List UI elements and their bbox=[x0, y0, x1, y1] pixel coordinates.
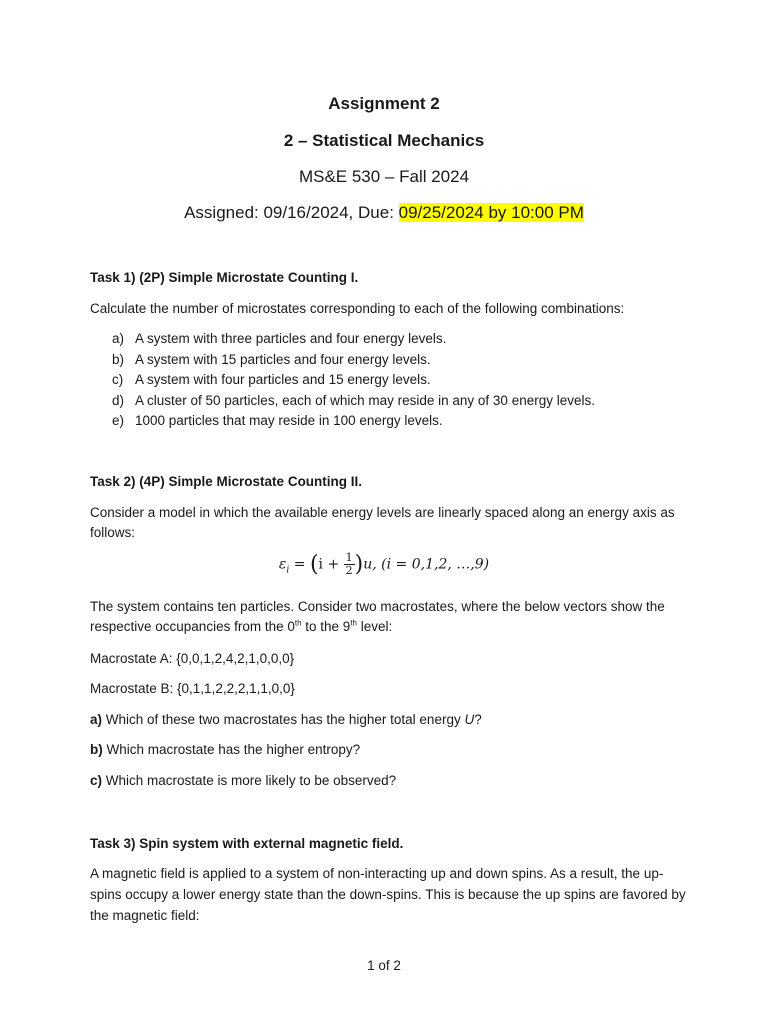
task2-intro: Consider a model in which the available energy levels are linearly spaced along an energy axis as follows: bbox=[90, 505, 675, 540]
task1-list bbox=[112, 329, 595, 432]
task3-paragraph: A magnetic field is applied to a system of non-interacting up and down spins. As a result, the up-spins occupy a lower energy state than the down-spins. This is because the up spins are favored by the magnetic field: bbox=[90, 866, 686, 923]
task3-title: Task 3) Spin system with external magnetic field. bbox=[90, 836, 404, 851]
macrostate-b: Macrostate B: {0,1,1,2,2,2,1,1,0,0} bbox=[90, 681, 295, 696]
task2-title: Task 2) (4P) Simple Microstate Counting II. bbox=[90, 474, 363, 489]
task1-title: Task 1) (2P) Simple Microstate Counting I. bbox=[90, 270, 359, 285]
assignment-subtitle: 2 – Statistical Mechanics bbox=[283, 131, 485, 150]
assigned-date: Assigned: 09/16/2024, Due: bbox=[184, 203, 399, 222]
list-item: a) A system with three particles and four energy levels. bbox=[112, 331, 447, 346]
question-c: c) Which macrostate is more likely to be observed? bbox=[90, 773, 397, 788]
task2-occupancy-text: The system contains ten particles. Consider two macrostates, where the below vectors show the respective occupancies from the 0th to the 9th level: bbox=[90, 599, 665, 634]
macrostate-a: Macrostate A: {0,0,1,2,4,2,1,0,0,0} bbox=[90, 651, 295, 666]
list-item: e) 1000 particles that may reside in 100 energy levels. bbox=[112, 413, 443, 428]
question-a: a) Which of these two macrostates has the higher total energy U? bbox=[90, 712, 482, 727]
due-date-highlight: 09/25/2024 by 10:00 PM bbox=[398, 203, 584, 222]
dates-line bbox=[0, 203, 768, 223]
assignment-title: Assignment 2 bbox=[328, 94, 440, 113]
list-item: d) A cluster of 50 particles, each of which may reside in any of 30 energy levels. bbox=[112, 392, 595, 408]
page-number: 1 of 2 bbox=[367, 958, 401, 973]
course-line: MS&E 530 – Fall 2024 bbox=[298, 167, 470, 186]
task1-intro: Calculate the number of microstates corresponding to each of the following combinations: bbox=[90, 301, 625, 316]
list-item: c) A system with four particles and 15 energy levels. bbox=[112, 372, 431, 387]
question-b: b) Which macrostate has the higher entropy? bbox=[90, 742, 361, 757]
energy-level-equation: $\varepsilon_i = (i$ + $\frac{1}{2}$ )u, (i = 0,1,2, …,9) bbox=[278, 551, 490, 577]
list-item: b) A system with 15 particles and four energy levels. bbox=[112, 351, 431, 367]
